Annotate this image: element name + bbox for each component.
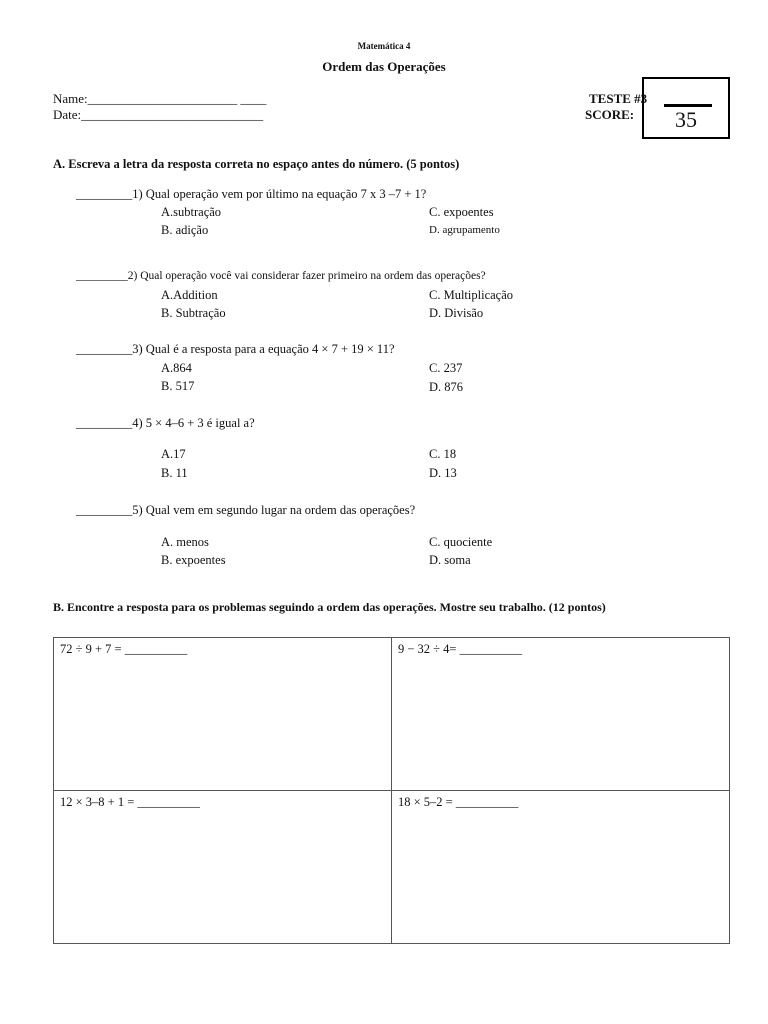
name-label: Name: <box>53 91 88 106</box>
q5-option-c: C. quociente <box>429 535 493 549</box>
problem-1: 72 ÷ 9 + 7 = __________ <box>60 642 188 656</box>
q4-option-c: C. 18 <box>429 447 457 461</box>
q5-option-d: D. soma <box>429 553 471 567</box>
work-cell-3[interactable] <box>54 791 392 944</box>
q2-option-c: C. Multiplicação <box>429 288 514 302</box>
problem-2: 9 − 32 ÷ 4= __________ <box>398 642 523 656</box>
q1-option-d: D. agrupamento <box>429 224 500 236</box>
question-1-text: 1) Qual operação vem por último na equação 7 x 3 –7 + 1? <box>132 187 427 201</box>
q3-option-d: D. 876 <box>429 380 464 394</box>
score-value: 35 <box>675 107 697 132</box>
q5-option-b: B. expoentes <box>161 553 226 567</box>
q2-option-a: A.Addition <box>161 288 218 302</box>
name-line <box>53 91 266 107</box>
answer-blank-2[interactable]: _________ <box>76 270 128 282</box>
work-cell-1[interactable] <box>54 638 392 791</box>
answer-blank-3[interactable]: _________ <box>76 342 133 356</box>
question-1 <box>76 187 426 202</box>
q1-option-a: A.subtração <box>161 205 222 219</box>
page-title: Ordem das Operações <box>322 59 446 74</box>
work-cell-2[interactable] <box>392 638 730 791</box>
answer-blank-1[interactable]: _________ <box>76 187 133 201</box>
question-2-text: 2) Qual operação você vai considerar fazer primeiro na ordem das operações? <box>127 270 486 282</box>
section-a-title: A. Escreva a letra da resposta correta no espaço antes do número. (5 pontos) <box>53 157 460 171</box>
section-b-title: B. Encontre a resposta para os problemas seguindo a ordem das operações. Mostre seu trabalho. (12 pontos) <box>53 600 606 614</box>
date-label: Date: <box>53 107 82 122</box>
score-box <box>642 77 730 139</box>
q4-option-d: D. 13 <box>429 466 457 480</box>
name-field[interactable]: _______________________ ____ <box>87 91 267 106</box>
problem-3: 12 × 3–8 + 1 = __________ <box>60 795 200 809</box>
q5-option-a: A. menos <box>161 535 209 549</box>
answer-blank-4[interactable]: _________ <box>76 416 133 430</box>
q2-option-b: B. Subtração <box>161 306 226 320</box>
course-label: Matemática 4 <box>357 41 411 51</box>
work-table <box>53 637 730 944</box>
work-row <box>54 638 730 791</box>
test-number: TESTE #3 <box>589 91 648 106</box>
answer-blank-5[interactable]: _________ <box>76 503 133 517</box>
question-5 <box>76 503 415 518</box>
question-2 <box>76 270 486 282</box>
question-5-text: 5) Qual vem em segundo lugar na ordem das operações? <box>132 503 416 517</box>
date-field[interactable]: ____________________________ <box>81 107 264 122</box>
work-row <box>54 791 730 944</box>
date-line <box>53 107 263 123</box>
problem-4: 18 × 5–2 = __________ <box>398 795 519 809</box>
question-3 <box>76 342 395 357</box>
q3-option-c: C. 237 <box>429 361 463 375</box>
q1-option-b: B. adição <box>161 223 209 237</box>
q3-option-b: B. 517 <box>161 379 195 393</box>
q2-option-d: D. Divisão <box>429 306 484 320</box>
q4-option-a: A.17 <box>161 447 186 461</box>
work-cell-4[interactable] <box>392 791 730 944</box>
score-label: SCORE: <box>585 107 635 122</box>
question-4-text: 4) 5 × 4–6 + 3 é igual a? <box>132 416 255 430</box>
question-3-text: 3) Qual é a resposta para a equação 4 × 7 + 19 × 11? <box>132 342 395 356</box>
q4-option-b: B. 11 <box>161 466 188 480</box>
q3-option-a: A.864 <box>161 361 192 375</box>
question-4 <box>76 416 255 431</box>
q1-option-c: C. expoentes <box>429 205 494 219</box>
